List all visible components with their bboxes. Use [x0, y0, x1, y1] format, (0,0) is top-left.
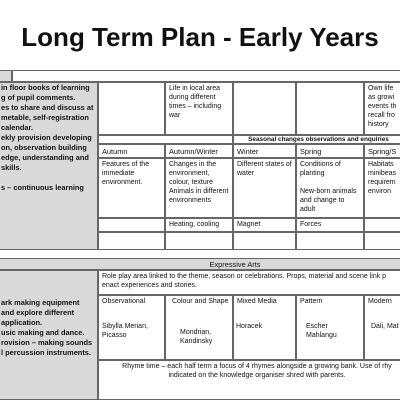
- row1-cell-6: Own life as growi events th recall fro history: [364, 82, 400, 135]
- row1-cell-4: [233, 82, 296, 135]
- row5-cell-3: [233, 232, 296, 250]
- artist-pattern: Escher Mahlangu: [306, 323, 337, 339]
- row1-cell-5: [296, 82, 364, 135]
- row5-cell-4: [296, 232, 364, 250]
- table1-left-text: in floor books of learning g of pupil comments. es to share and discuss at metable, self-registration calendar. ekly provision developing on, observation building edge, understanding and skills. s – continuous learning: [1, 83, 94, 192]
- art-header-pattern: Pattern: [296, 295, 364, 360]
- row4-cell-3: Magnet: [233, 218, 296, 232]
- art-header-modern: Modern: [364, 295, 400, 360]
- row4-cell-2: Heating, cooling: [165, 218, 233, 232]
- role-play-cell: Role play area linked to the theme, season or celebrations. Props, material and scene link p enact experiences and stories.: [98, 270, 400, 295]
- row5-cell-2: [165, 232, 233, 250]
- seasonal-changes-header: Seasonal changes observations and enquiries: [233, 135, 400, 144]
- art-header-mixed-media: Mixed Media: [233, 295, 296, 360]
- row1-cell-1: [98, 82, 165, 135]
- row4-cell-4: Forces: [296, 218, 364, 232]
- season-header-autumn: Autumn: [98, 144, 165, 158]
- season-header-spring: Spring: [296, 144, 364, 158]
- row3-cell-4: Conditions of planting New-born animals and change to adult: [296, 158, 364, 218]
- rhyme-time-note: Rhyme time – each half term a focus of 4 rhymes alongside a growing bank. Use of rhy indicated on the knowledge organiser shred with parents.: [122, 363, 392, 379]
- row4-cell-1: [98, 218, 165, 232]
- season-header-spring-summer: Spring/S: [364, 144, 400, 158]
- row1-cell-3: Life in local area during different times – including war: [165, 82, 233, 135]
- row5-cell-1: [98, 232, 165, 250]
- row3-cell-1: Features of the immediate environment.: [98, 158, 165, 218]
- row3-cell-3: Different states of water: [233, 158, 296, 218]
- artist-colour-shape: Mondrian, Kandinsky: [180, 329, 213, 345]
- page-title: Long Term Plan - Early Years: [21, 22, 379, 52]
- table2-left-text: ark making equipment and explore different application. usic making and dance. rovision – making sounds l percussion instruments.: [1, 298, 93, 357]
- expressive-arts-title: Expressive Arts: [209, 260, 261, 269]
- row4-cell-5: [364, 218, 400, 232]
- art-header-colour-shape: Colour and Shape: [165, 295, 233, 360]
- artist-mixed-media: Horacek: [236, 323, 263, 330]
- artist-observational: Sibylla Merian, Picasso: [102, 323, 148, 339]
- artist-modern: Dali, Mat: [371, 323, 399, 330]
- season-header-autumn-winter: Autumn/Winter: [165, 144, 233, 158]
- season-header-winter: Winter: [233, 144, 296, 158]
- row3-cell-2: Changes in the environment, colour, texture Animals in different environments: [165, 158, 233, 218]
- art-header-observational: Observational: [98, 295, 165, 360]
- table1-header-left: [0, 70, 12, 82]
- row5-cell-5: [364, 232, 400, 250]
- row3-cell-5: Habitats minibeas requirem environ: [364, 158, 400, 218]
- table1-header-strip: [12, 70, 400, 82]
- seasonal-header-spacer: [98, 135, 233, 144]
